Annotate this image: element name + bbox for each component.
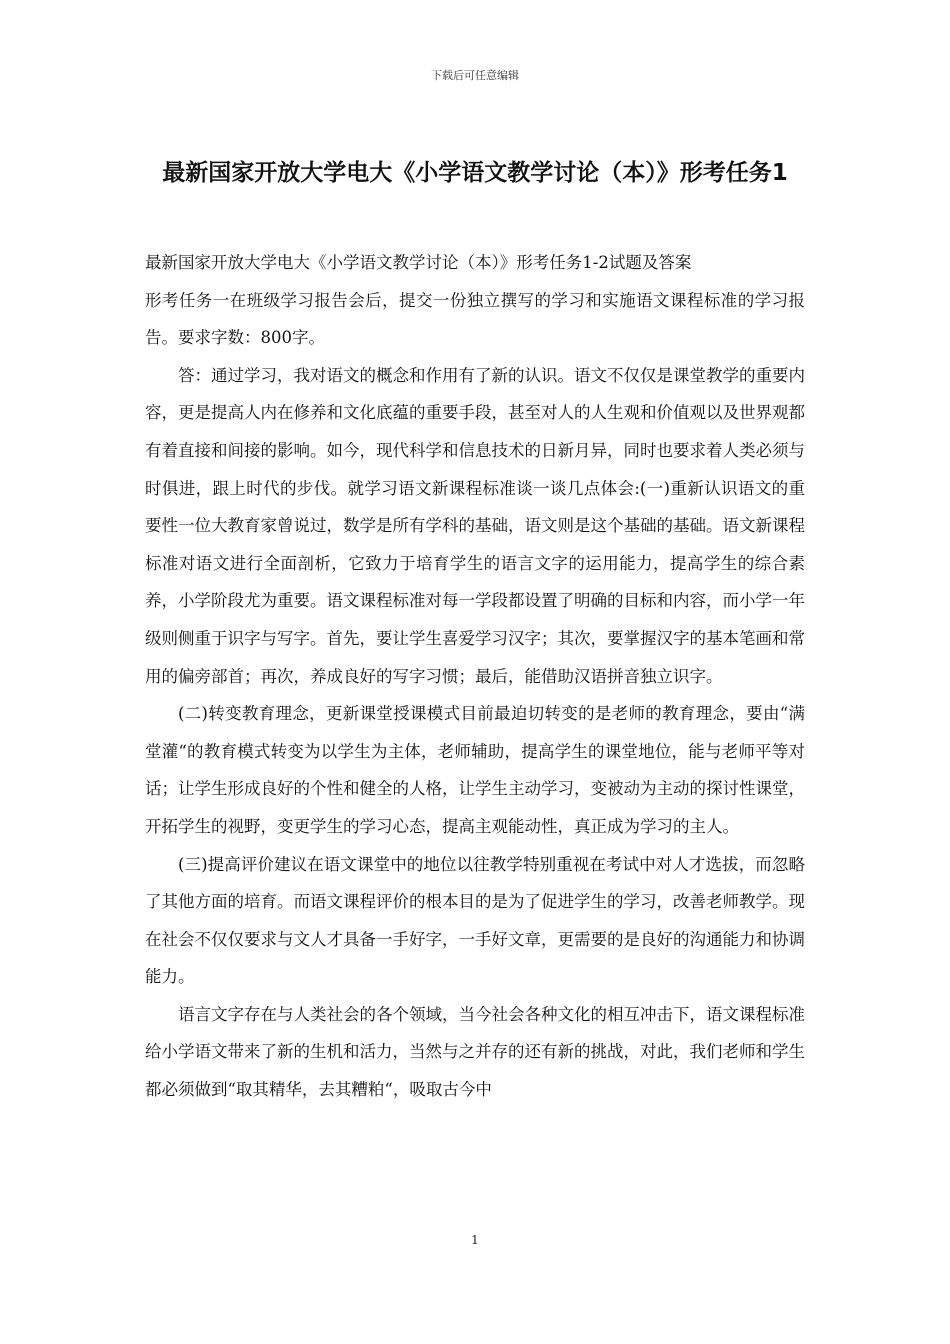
header-note: 下载后可任意编辑 [431,69,519,82]
paragraph-answer: 答：通过学习，我对语文的概念和作用有了新的认识。语文不仅仅是课堂教学的重要内容，更是提高人内在修养和文化底蕴的重要手段，甚至对人的人生观和价值观以及世界观都有着直接和间接的影响。如今，现代科学和信息技术的日新月异，同时也要求着人类必须与时俱进，跟上时代的步伐。就学习语文新课程标准谈一谈几点体会:(一)重新认识语文的重要性一位大教育家曾说过，数学是所有学科的基础，语文则是这个基础的基础。语文新课程标准对语文进行全面剖析，它致力于培育学生的语言文字的运用能力，提高学生的综合素养，小学阶段尤为重要。语文课程标准对每一学段都设置了明确的目标和内容，而小学一年级则侧重于识字与写字。首先，要让学生喜爱学习汉字；其次，要掌握汉字的基本笔画和常用的偏旁部首；再次，养成良好的写字习惯；最后，能借助汉语拼音独立识字。 [145,365,805,686]
paragraph-task: 形考任务一在班级学习报告会后，提交一份独立撰写的学习和实施语文课程标准的学习报告。要求字数：800字。 [145,290,805,348]
paragraph-intro: 最新国家开放大学电大《小学语文教学讨论（本）》形考任务1-2试题及答案 [145,253,692,272]
paragraph-point-three: (三)提高评价建议在语文课堂中的地位以往教学特别重视在考试中对人才选拔，而忽略了其他方面的培育。而语文课程评价的根本目的是为了促进学生的学习，改善老师教学。现在社会不仅仅要求与文人才具备一手好字，一手好文章，更需要的是良好的沟通能力和协调能力。 [145,854,805,987]
page-number: 1 [471,1233,479,1247]
document-title: 最新国家开放大学电大《小学语文教学讨论（本）》形考任务1 [162,160,788,186]
paragraph-point-two: (二)转变教育理念，更新课堂授课模式目前最迫切转变的是老师的教育理念，要由“满堂灌“的教育模式转变为以学生为主体，老师辅助，提高学生的课堂地位，能与老师平等对话；让学生形成良好的个性和健全的人格，让学生主动学习，变被动为主动的探讨性课堂，开拓学生的视野，变更学生的学习心态，提高主观能动性，真正成为学习的主人。 [145,704,805,836]
paragraph-conclusion: 语言文字存在与人类社会的各个领域，当今社会各种文化的相互冲击下，语文课程标准给小学语文带来了新的生机和活力，当然与之并存的还有新的挑战，对此，我们老师和学生都必须做到“取其精华，去其糟粕“，吸取古今中 [145,1004,805,1100]
document-body [145,244,805,1109]
